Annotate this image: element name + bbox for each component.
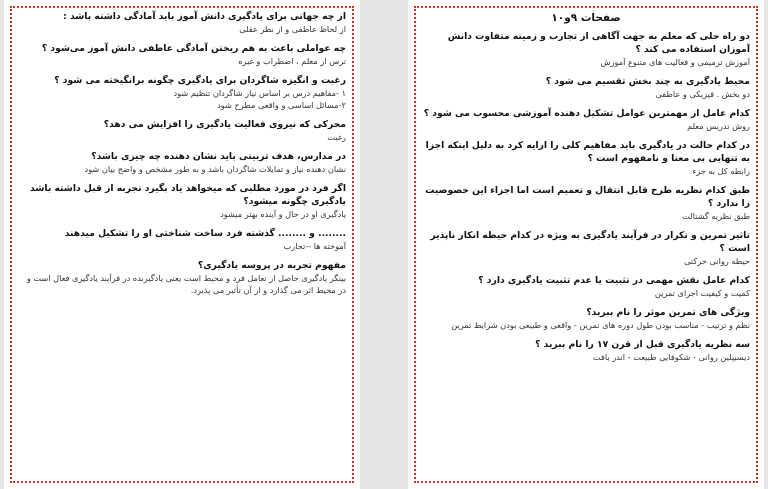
- qa-item: [422, 306, 750, 331]
- qa-item: [18, 10, 346, 35]
- question-text: رغبت و انگیزه شاگردان برای یادگیری چگونه برانگیخته می شود ؟: [54, 75, 346, 86]
- answer-text: دو بخش . فیزیکی و عاطفی: [655, 89, 750, 99]
- question-text: دو راه حلی که معلم به جهت آگاهی از تجارب و زمینه متفاوت دانش آموزان استفاده می کند ؟: [447, 31, 750, 55]
- question-text: محرکی که نیروی فعالیت یادگیری را افزایش می دهد؟: [103, 119, 346, 130]
- question-text: تاثیر تمرین و تکرار در فرآیند یادگیری به ویژه در کدام حیطه انکار ناپذیر است ؟: [430, 230, 750, 254]
- question-text: اگر فرد در مورد مطلبی که میخواهد یاد بگیرد تجربه از قبل داشته باشد یادگیری چگونه میشود؟: [30, 183, 346, 207]
- answer-text: رابطه کل به جزء: [692, 166, 750, 176]
- left-page: [4, 0, 360, 489]
- question-text: ........ و ........ گذشته فرد ساخت شناختی او را تشکیل میدهند: [64, 228, 346, 239]
- qa-item: [18, 182, 346, 220]
- qa-item: [422, 75, 750, 100]
- answer-text: آموخته ها --تجارب: [283, 241, 346, 251]
- right-page: [408, 0, 764, 489]
- question-text: محیط یادگیری به چند بخش تقسیم می شود ؟: [545, 76, 750, 87]
- question-text: سه نظریه یادگیری قبل از قرن ۱۷ را نام ببرید ؟: [535, 339, 750, 350]
- answer-text: حیطه روانی حرکتی: [684, 256, 750, 266]
- question-text: در مدارس، هدف تربیتی باید نشان دهنده چه چیزی باشد؟: [91, 151, 346, 162]
- answer-text: کمیت و کیفیت اجرای تمرین: [654, 288, 750, 298]
- answer-text: ۱ -مفاهیم درس بر اساس نیاز شاگردان تنظیم شود: [173, 88, 346, 98]
- question-text: چه عواملی باعث به هم ریختن آمادگی عاطفی دانش آموز می‌شود ؟: [41, 43, 346, 54]
- qa-item: [18, 227, 346, 252]
- question-text: طبق کدام نظریه طرح قابل انتقال و تعمیم است اما اجزاء این خصوصیت را ندارد ؟: [425, 185, 750, 209]
- answer-text: بینگر یادگیری حاصل از تعامل فرد و محیط است یعنی یادگیرنده در فرآیند یادگیری فعال است و در محیط اثر می گذارد و از آن تأثیر می پذیرد.: [26, 273, 346, 295]
- question-text: در کدام حالت در یادگیری باید مفاهیم کلی را ارایه کرد به دلیل اینکه اجزا به تنهایی بی معنا و نامفهوم است ؟: [425, 140, 750, 164]
- answer-text: آموزش ترمیمی و فعالیت های متنوع آموزش: [600, 57, 750, 67]
- answer-text: یادگیری او در حال و آینده بهتر میشود: [220, 209, 346, 219]
- qa-item: [422, 139, 750, 177]
- qa-item: [422, 338, 750, 363]
- qa-item: [18, 150, 346, 175]
- question-text: مفهوم تجربه در پروسه یادگیری؟: [197, 260, 346, 271]
- qa-item: [422, 30, 750, 68]
- qa-item: [422, 229, 750, 267]
- question-text: کدام عامل نقش مهمی در تثبیت یا عدم تثبیت یادگیری دارد ؟: [478, 275, 750, 286]
- answer-text: از لحاظ عاطفی و از نظر عقلی: [239, 24, 346, 34]
- qa-item: [422, 274, 750, 299]
- qa-item: [422, 107, 750, 132]
- answer-text: نظم و ترتیب - مناسب بودن طول دوره های تمرین - واقعی و طبیعی بودن شرایط تمرین: [451, 320, 750, 330]
- page-heading: صفحات ۹و۱۰: [551, 12, 621, 24]
- question-text: از چه جهاتی برای یادگیری دانش آموز باید آمادگی داشته باشد :: [63, 11, 346, 22]
- answer-text: رغبت: [327, 132, 346, 142]
- answer-text: نشان دهنده نیاز و تمایلات شاگردان باشد و به طور مشخص و واضح بیان شود: [84, 164, 346, 174]
- qa-item: [422, 184, 750, 222]
- answer-text: ترس از معلم ، اضطراب و غیره: [238, 56, 346, 66]
- answer-text: طبق نظریه گشتالت: [682, 211, 750, 221]
- qa-item: [18, 118, 346, 143]
- qa-item: [18, 42, 346, 67]
- answer-text: روش تدریس معلم: [687, 121, 750, 131]
- right-page-content: [422, 10, 750, 477]
- answer-text: دیسیپلین روانی - شکوفایی طبیعت - اندر یافت: [592, 352, 750, 362]
- question-text: ویژگی های تمرین موثر را نام ببرید؟: [586, 307, 750, 318]
- question-text: کدام عامل از مهمترین عوامل تشکیل دهنده آموزشی محسوب می شود ؟: [423, 108, 750, 119]
- qa-item: [18, 259, 346, 296]
- answer-text: ۲-مسائل اساسی و واقعی مطرح شود: [217, 100, 346, 110]
- left-page-content: [18, 10, 346, 477]
- qa-item: [18, 74, 346, 111]
